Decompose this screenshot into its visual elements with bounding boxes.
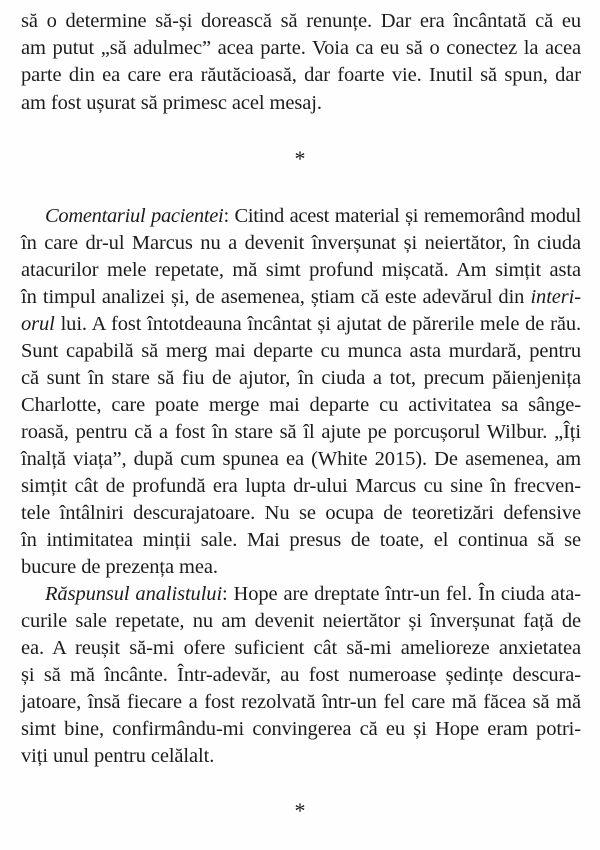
analyst-response-first-line [45, 581, 581, 608]
patient-comment-heading: Comentariul pacientei [45, 205, 224, 227]
text-line-with-italic: în timpul analizei și, de asemenea, știam că este adevărul din interi- [21, 286, 581, 308]
text-line: jatoare, însă fiecare a fost rezolvată într-un fel care mă făcea să mă [21, 691, 581, 713]
text-line: atacurilor mele repetate, mă simt profund mișcată. Am simțit asta [21, 259, 581, 281]
text-line: și să mă încânte. Într-adevăr, au fost numeroase ședințe descura- [21, 664, 581, 686]
text-line: am putut „să adulmec” acea parte. Voia ca eu să o conectez la acea [21, 37, 581, 59]
section-separator: * [294, 798, 306, 823]
text-line: Sunt capabilă să merg mai departe cu munca asta murdară, pentru [21, 340, 581, 362]
italic-word: orul [21, 313, 55, 335]
text-line: curile sale repetate, nu am devenit neiertător și înverșunat față de [21, 610, 581, 632]
analyst-response-opening: : Hope are dreptate într-un fel. În ciuda ata- [222, 583, 582, 605]
text-line: să o determine să-și dorească să renunțe. Dar era încântată că eu [21, 10, 581, 32]
text-line: viți unul pentru celălalt. [21, 745, 215, 767]
patient-comment-opening: : Citind acest material și rememorând modul [223, 205, 581, 227]
italic-word: interi- [530, 286, 581, 308]
text-line: am fost ușurat să primesc acel mesaj. [21, 92, 322, 114]
text-line: în care dr-ul Marcus nu a devenit înverșunat și neiertător, în ciuda [21, 232, 581, 254]
section-separator: * [294, 146, 306, 171]
analyst-response-heading: Răspunsul analistului [45, 583, 223, 605]
text-line: ea. A reușit să-mi ofere suficient cât să-mi amelioreze anxietatea [21, 637, 581, 659]
text-line: bucure de prezența mea. [21, 556, 218, 578]
text-line: simt bine, confirmându-mi convingerea că eu și Hope eram potri- [21, 718, 581, 740]
text-line: Charlotte, care poate merge mai departe cu activitatea sa sânge- [21, 394, 581, 416]
text-line: simțit cât de profundă era lupta dr-ului Marcus cu sine în frecven- [21, 475, 581, 497]
text-line: că sunt în stare să fiu de ajutor, în ciuda a tot, precum păienjenița [21, 367, 581, 389]
text-line: în intimitatea minții sale. Mai presus de toate, el continua să se [21, 529, 581, 551]
text-line-with-italic: orul lui. A fost întotdeauna încântat și ajutat de părerile mele de rău. [21, 313, 581, 335]
patient-comment-first-line [45, 203, 581, 230]
text-line: roasă, pentru că a fost în stare să îl ajute pe porcușorul Wilbur. „Îți [21, 421, 581, 443]
text-line: parte din ea care era răutăcioasă, dar foarte vie. Inutil să spun, dar [21, 64, 581, 86]
text-line: tele întâlniri descurajatoare. Nu se ocupa de teoretizări defensive [21, 502, 581, 524]
text-line: înalță viața”, după cum spunea ea (White 2015). De asemenea, am [21, 448, 581, 470]
